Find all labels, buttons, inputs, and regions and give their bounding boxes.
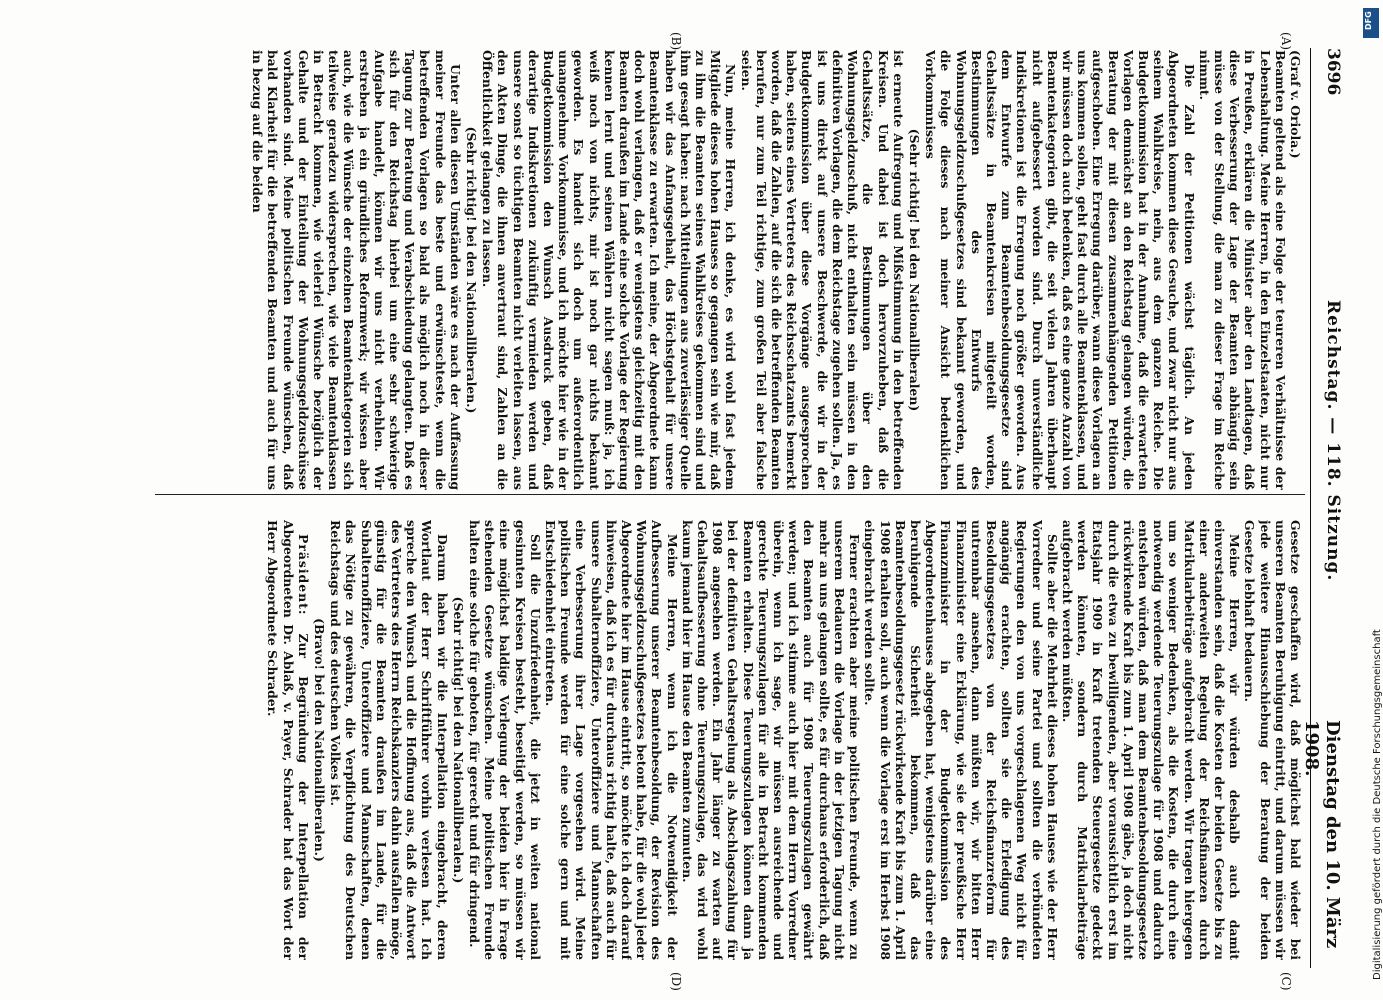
paragraph: Unter allen diesen Umständen wäre es nach der Auffassung meiner Freunde das beste und erwünschteste, wenn die betreffenden Vorlagen so bald als möglich noch in dieser Tagung zur Beratung und Verabschiedung gelangten. Daß es sich für den Reichstag hierbei um eine sehr schwierige Aufgabe handelt, können wir uns nicht verhehlen. Wir erstreben ja ein gründliches Reformwerk; wir wissen aber auch, wie die Wünsche der einzelnen Beamtenkategorien sich teilweise geradezu widersprechen, wie viele Beamtenklassen in Betracht kommen, wie vielerlei Wünsche bezüglich der Gehalte und der Einteilung der Wohnungsgeldzuschüsse vorhanden sind. Meine politischen Freunde wünschen, daß bald Klarheit für die betreffenden Beamten und auch für uns in bezug auf die beiden	[250, 50, 463, 490]
applause-note: (Bravo! bei den Nationalliberalen.)	[312, 618, 327, 862]
header-right-title: Dienstag den 10. März 1908.	[1301, 720, 1343, 949]
dfg-logo-text: DFG	[1364, 11, 1373, 30]
margin-marker-a: (A)	[1279, 32, 1293, 51]
paragraph: Darum haben wir die Interpellation eingebracht, deren Wortlaut der Herr Schriftführer vorhin verlesen hat. Ich spreche den Wunsch und die Hoffnung aus, daß die Antwort des Vertreters des Herrn Reichskanzlers dahin ausfallen möge, günstig für die Beamten draußen im Lande, für die Subalternoffiziere, Unteroffiziere und Mannschaften, denen das Nötige zu gewähren, die Verpflichtung des Deutschen Reichstags und des deutschen Volkes ist.	[328, 520, 450, 960]
paragraph: Soll die Unzufriedenheit, die jetzt in weiten national gesinnten Kreisen besteht, beseitigt werden, so müssen wir eine möglichst baldige Vorlegung der beiden hier in Frage stehenden Gesetze wünschen. Meine politischen Freunde halten eine solche für geboten, für gerecht und für dringend.	[467, 520, 543, 960]
paragraph: Meine Herren, wenn ich die Notwendigkeit der Aufbesserung unserer Beamtenbesoldung, der Revision des Wohnungsgeldzuschußgesetzes betont habe, für die wohl jeder Abgeordnete hier im Hause eintritt, so möchte ich doch darauf hinweisen, daß ich es für durchaus richtig halte, daß auch für unsere Subalternoffiziere, Unteroffiziere und Mannschaften eine Verbesserung ihrer Lage vorgesehen wird. Meine politischen Freunde werden für eine solche gern und mit Entschiedenheit eintreten.	[543, 520, 680, 960]
president-label: Präsident:	[295, 534, 311, 616]
margin-marker-c: (C)	[1279, 972, 1293, 991]
right-column	[83, 520, 1303, 960]
dfg-logo	[1363, 8, 1379, 38]
header-rule	[1310, 48, 1311, 968]
paragraph: ist erneute Aufregung und Mißstimmung in den betreffenden Kreisen. Und dabei ist doch hervorzuheben, daß die Gehaltssätze, die Bestimmungen über den Wohnungsgeldzuschuß, nicht enthalten sein müssen in den definitiven Vorlagen, die dem Reichstage zugehen sollen. Ja, es ist uns direkt auf unsere Beschwerde, die wir in der Budgetkommission über diese Vorgänge ausgesprochen haben, seitens eines Vertreters des Reichsschatzamts bemerkt worden, daß die Zahlen, auf die sich die betreffenden Beamten berufen, nur zum Teil richtige, zum großen Teil aber falsche seien.	[738, 50, 906, 490]
paragraph: Die Zahl der Petitionen wächst täglich. An jeden Abgeordneten kommen diese Gesuche, und zwar nicht nur aus seinem Wahlkreise, nein, aus dem ganzen Reiche. Die Budgetkommission hat in der Annahme, daß die erwarteten Vorlagen demnächst an den Reichstag gelangen würden, die Beratung der mit diesen zusammenhängenden Petitionen aufgeschoben. Eine Erregung darüber, wann diese Vorlagen an uns kommen sollen, geht fast durch alle Beamtenklassen, und wir müssen doch auch bedenken, daß es eine ganze Anzahl von Beamtenkategorien gibt, die seit vielen Jahren überhaupt nicht aufgebessert worden sind. Durch unverständliche Indiskretionen ist die Erregung noch größer geworden. Aus dem Entwurfe zum Beamtenbesoldungsgesetze sind Gehaltssätze in Beamtenkreisen mitgeteilt worden, Bestimmungen des Entwurfs des Wohnungsgeldzuschußgesetzes sind bekannt geworden, und die Folge dieses nach meiner Ansicht bedenklichen Vorkommnisses	[923, 50, 1197, 490]
paragraph: Nun, meine Herren, ich denke, es wird wohl fast jedem Mitgliede dieses hohen Hauses so gegangen sein wie mir, daß zu ihm die Beamten seines Wahlkreises gekommen sind und ihm gesagt haben: nach Mitteilungen aus zuverlässiger Quelle haben wir das Anfangsgehalt, das Höchstgehalt für unsere Beamtenklasse zu erwarten. Ich meine, der Abgeordnete kann doch wohl verlangen, daß er wenigstens gleichzeitig mit den Beamten draußen im Lande eine solche Vorlage der Regierung kennen lernt und seinen Wählern nicht sagen muß: ja, ich weiß noch von nichts, mir ist noch gar nichts bekannt geworden. Es handelt sich doch um außerordentlich unangenehme Vorkommnisse, und ich möchte hier wie in der Budgetkommission den Wunsch Ausdruck geben, daß derartige Indiskretionen zukünftig vermieden werden und unsere sonst so tüchtigen Beamten nicht verleiten lassen, aus den Akten Dinge, die ihnen anvertraut sind, Zahlen an die Öffentlichkeit gelangen zu lassen.	[480, 50, 739, 490]
paragraph: Ferner erachten aber meine politischen Freunde, wenn zu unserem Bedauern die Vorlage in der jetzigen Tagung nicht mehr an uns gelangen sollte, es für durchaus erforderlich, daß den Beamten auch für 1908 Teuerungszulagen gewährt werden; und ich stimme auch hier mit dem Herrn Vorredner überein, wenn ich sage, wir müssen ausreichende und gerechte Teuerungszulagen für alle in Betracht kommenden Beamten erhalten. Diese Teuerungszulagen können dann ja bei der definitiven Gehaltsregelung als Abschlagszahlung für 1908 angesehen werden. Ein Jahr länger zu warten auf Gehaltsaufbesserung ohne Teuerungszulage, das wird wohl kaum jemand hier im Hause den Beamten zumuten.	[679, 520, 863, 960]
page-header	[1301, 0, 1343, 1000]
paragraph: Gesetze geschaffen wird, daß möglichst bald wieder bei unseren Beamten Beruhigung eintritt, und darum müssen wir jede weitere Hinausschiebung der Beratung der beiden Gesetze lebhaft bedauern.	[1242, 520, 1303, 960]
paragraph: Sollte aber die Mehrheit dieses hohen Hauses wie der Herr Vorredner und seine Partei und sollten die verbündeten Regierungen den von uns vorgeschlagenen Weg nicht für angängig erachten, sollten sie die Erledigung des Besoldungsgesetzes von der Reichsfinanzreform für untrennbar ansehen, dann müßten wir, wir bitten Herr Finanzminister eine Erklärung, wie sie der preußische Herr Finanzminister in der Budgetkommission des Abgeordnetenhauses abgegeben hat, wenigstens darüber eine beruhigende Sicherheit bekommen, daß das Beamtenbesoldungsgesetz rückwirkende Kraft bis zum 1. April 1908 erhalten soll, auch wenn die Vorlage erst im Herbst 1908 eingebracht werden sollte.	[862, 520, 1060, 960]
applause-note: (Sehr richtig! bei den Nationalliberalen.)	[450, 596, 466, 884]
margin-marker-b: (B)	[669, 32, 683, 51]
header-left-title: Reichstag. — 118. Sitzung.	[1323, 300, 1343, 582]
credit-text: Digitalisierung gefördert durch die Deutsche Forschungsgemeinschaft	[1372, 629, 1383, 980]
column-divider	[155, 494, 1305, 495]
paragraph: Beamten geltend als eine Folge der teureren Verhältnisse der Lebenshaltung. Meine Herren, in den Einzelstaaten, nicht nur in Preußen, erklären die Minister aber den Landtagen, daß diese Verbesserung der Lage der Beamten abhängig sein müsse von der Stellung, die man zu dieser Frage im Reiche nimmt.	[1196, 50, 1288, 490]
applause-note: (Sehr richtig! bei den Nationalliberalen.)	[464, 126, 480, 414]
applause-note: (Sehr richtig! bei den Nationalliberalen)	[906, 128, 922, 412]
footer-credit	[1350, 10, 1383, 990]
paragraph: Meine Herren, wir würden deshalb auch damit einverstanden sein, daß die Kosten der beiden Gesetze bis zu einer anderweiten Regelung der Reichsfinanzen durch Matrikularbeiträge aufgebracht werden. Wir tragen hiergegen um so weniger Bedenken, als die Kosten, die durch eine notwendig werdende Teuerungszulage für 1908 und dadurch entstehen würden, daß man dem Beamtenbesoldungsgesetze rückwirkende Kraft bis zum 1. April 1908 gäbe, ja doch nicht durch die etwa zu bewilligenden, aber voraussichtlich erst im Etatsjahr 1909 in Kraft tretenden Steuergesetze gedeckt werden könnten, sondern durch Matrikularbeiträge aufgebracht werden müßten.	[1059, 520, 1243, 960]
president-text: Zur Begründung der Interpellation der Abgeordneten Dr. Ablaß, v. Payer, Schrader hat das Wort der Herr Abgeordnete Schrader.	[265, 520, 311, 960]
left-column	[83, 50, 1303, 490]
page-number: 3696	[1323, 48, 1343, 96]
president-paragraph	[265, 520, 311, 960]
speaker-note: (Graf v. Oriola.)	[1288, 50, 1303, 159]
margin-marker-d: (D)	[669, 972, 683, 991]
